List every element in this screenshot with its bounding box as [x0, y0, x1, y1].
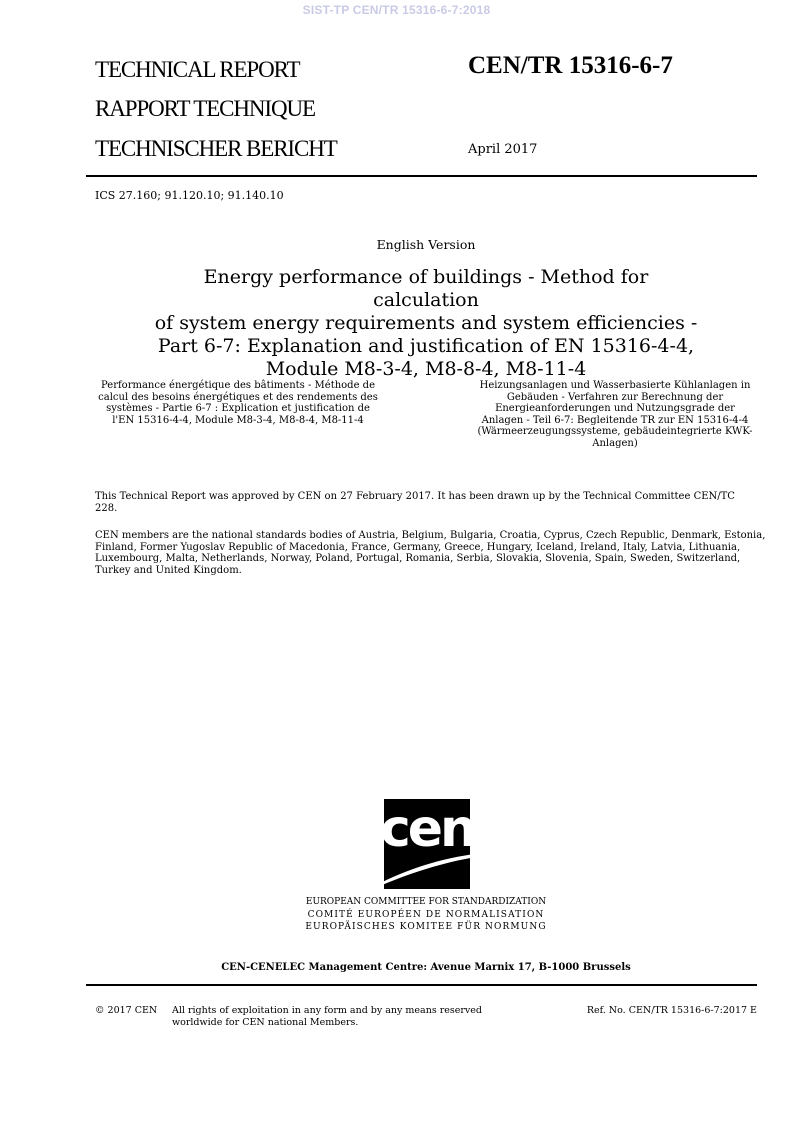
doc-type-en: TECHNICAL REPORT: [95, 57, 300, 82]
cen-logo-icon: [371, 799, 483, 889]
document-title: [150, 266, 702, 381]
cen-logo-text: cen: [379, 799, 475, 859]
committee-names: [0, 896, 793, 934]
title-line: of system energy requirements and system efficiencies -: [154, 312, 698, 334]
rights-line: All rights of exploitation in any form and by any means reserved: [172, 1005, 483, 1016]
reference-number: Ref. No. CEN/TR 15316-6-7:2017 E: [586, 1005, 757, 1016]
french-title-line: l'EN 15316-4-4, Module M8-3-4, M8-8-4, M8-11-4: [112, 414, 364, 426]
members-line: Turkey and United Kingdom.: [95, 564, 242, 576]
language-version: English Version: [376, 237, 476, 252]
german-title-line: Anlagen): [592, 437, 638, 449]
header-divider: [86, 175, 757, 177]
german-title-line: Heizungsanlagen und Wasserbasierte Kühlanlagen in: [479, 380, 751, 391]
french-title-line: systèmes - Partie 6-7 : Explication et justification de: [106, 403, 370, 415]
german-title-line: Anlagen - Teil 6-7: Begleitende TR zur EN 15316-4-4: [481, 414, 749, 426]
doc-type-fr: RAPPORT TECHNIQUE: [95, 96, 315, 121]
footer-divider: [86, 984, 757, 986]
management-centre-address: CEN-CENELEC Management Centre: Avenue Marnix 17, B-1000 Brussels: [221, 962, 631, 973]
german-title-line: (Wärmeerzeugungssysteme, gebäudeintegrierte KWK-: [477, 426, 753, 438]
french-title-line: Performance énergétique des bâtiments - Méthode de: [101, 380, 375, 391]
publication-date: April 2017: [468, 142, 538, 157]
german-title: [472, 380, 758, 450]
approval-line: This Technical Report was approved by CEN on 27 February 2017. It has been drawn up by the Technical Committee CEN/TC: [95, 491, 735, 502]
copyright: © 2017 CEN: [95, 1005, 158, 1016]
ics-codes: ICS 27.160; 91.120.10; 91.140.10: [95, 189, 284, 202]
french-title: [92, 380, 384, 426]
members-line: CEN members are the national standards bodies of Austria, Belgium, Bulgaria, Croatia, Cyprus, Czech Republic, Denmark, Estonia,: [95, 530, 766, 541]
approval-line: 228.: [95, 502, 118, 514]
title-line: Part 6-7: Explanation and justification of EN 15316-4-4,: [157, 335, 695, 357]
rights-line: worldwide for CEN national Members.: [172, 1017, 359, 1028]
german-title-line: Gebäuden - Verfahren zur Berechnung der: [506, 391, 724, 403]
french-title-line: calcul des besoins énergétiques et des rendements des: [98, 391, 378, 403]
members-statement: [95, 530, 766, 576]
members-line: Finland, Former Yugoslav Republic of Macedonia, France, Germany, Greece, Hungary, Iceland, Ireland, Italy, Latvia, Lithuania,: [95, 541, 741, 553]
title-line: Module M8-3-4, M8-8-4, M8-11-4: [265, 358, 587, 380]
committee-name-fr: COMITÉ EUROPÉEN DE NORMALISATION: [307, 909, 545, 920]
german-title-line: Energieanforderungen und Nutzungsgrade der: [495, 403, 735, 415]
approval-statement: [95, 491, 759, 514]
title-line: Energy performance of buildings - Method for calculation: [203, 266, 649, 311]
committee-name-de: EUROPÄISCHES KOMITEE FÜR NORMUNG: [305, 922, 547, 932]
committee-name-en: EUROPEAN COMMITTEE FOR STANDARDIZATION: [305, 897, 547, 907]
doc-type-de: TECHNISCHER BERICHT: [95, 136, 337, 161]
watermark: SIST-TP CEN/TR 15316-6-7:2018: [302, 3, 491, 17]
document-number: CEN/TR 15316-6-7: [468, 52, 673, 79]
rights-statement: [172, 1005, 482, 1029]
members-line: Luxembourg, Malta, Netherlands, Norway, Poland, Portugal, Romania, Serbia, Slovakia, Slovenia, Spain, Sweden, Switzerland,: [95, 553, 741, 564]
